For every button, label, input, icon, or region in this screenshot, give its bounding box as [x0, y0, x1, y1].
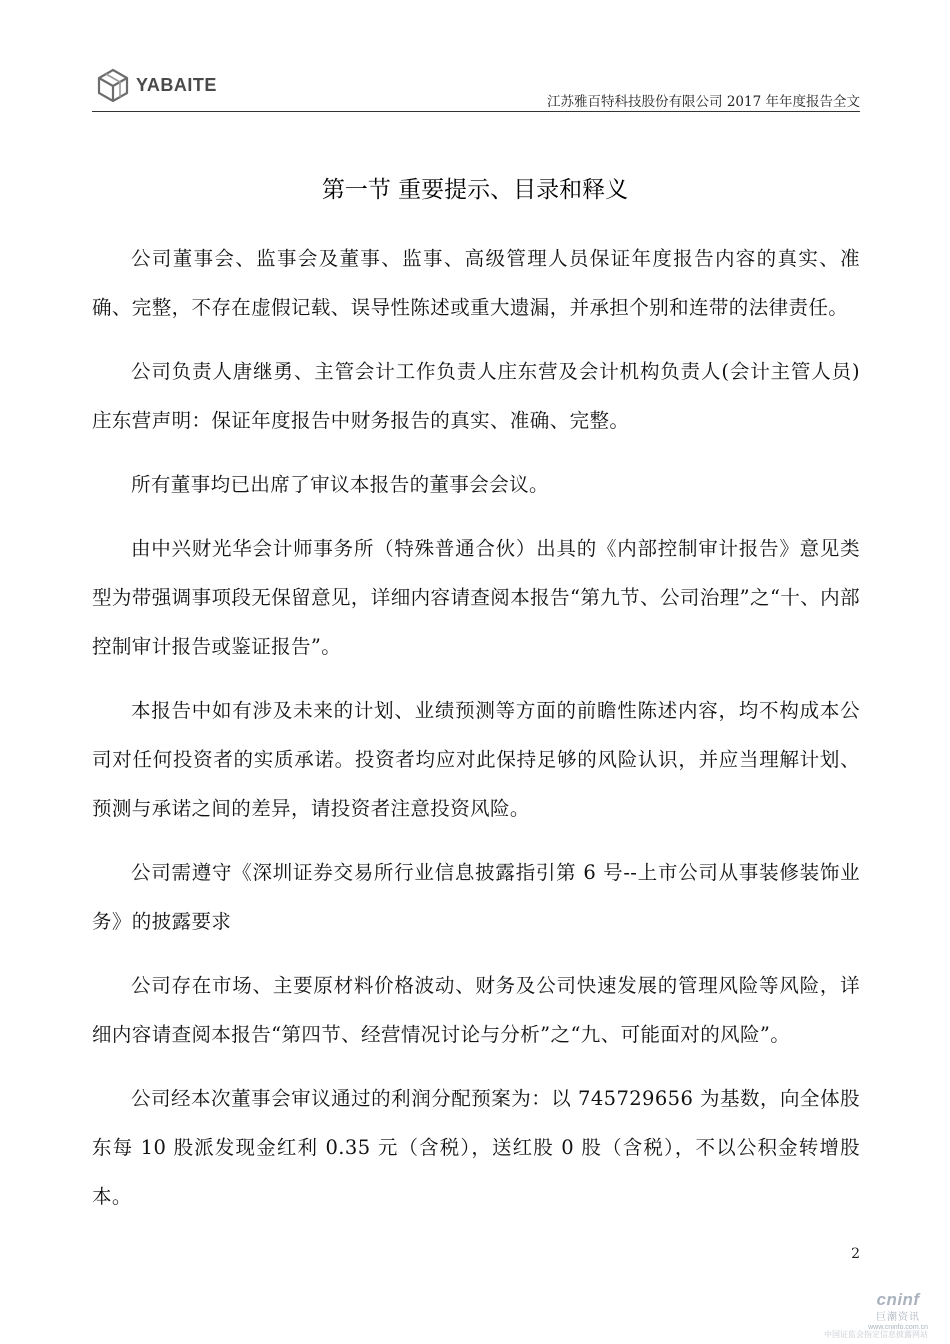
document-header-title: 江苏雅百特科技股份有限公司 2017 年年度报告全文 — [547, 94, 860, 110]
company-logo — [96, 68, 217, 102]
logo-text: YABAITE — [136, 74, 217, 95]
paragraph-risks: 公司存在市场、主要原材料价格波动、财务及公司快速发展的管理风险等风险，详细内容请查阅本报告“第四节、经营情况讨论与分析”之“九、可能面对的风险”。 — [92, 974, 860, 1046]
paragraph-audit-opinion: 由中兴财光华会计师事务所（特殊普通合伙）出具的《内部控制审计报告》意见类型为带强调事项段无保留意见，详细内容请查阅本报告“第九节、公司治理”之“十、内部控制审计报告或鉴证报告”。 — [92, 537, 860, 658]
watermark-subtitle: 巨潮资讯 — [876, 1312, 921, 1323]
document-body — [92, 234, 860, 1236]
paragraph-forward-looking: 本报告中如有涉及未来的计划、业绩预测等方面的前瞻性陈述内容，均不构成本公司对任何投资者的实质承诺。投资者均应对此保持足够的风险认识，并应当理解计划、预测与承诺之间的差异，请投资者注意投资风险。 — [92, 699, 860, 820]
paragraph-disclosure-guideline: 公司需遵守《深圳证券交易所行业信息披露指引第 6 号--上市公司从事装修装饰业务》的披露要求 — [92, 861, 860, 933]
header-divider — [92, 111, 860, 112]
cninfo-watermark — [868, 1290, 928, 1331]
page-number: 2 — [851, 1246, 860, 1262]
footer-text: 中国证监会指定信息披露网站 — [824, 1330, 928, 1339]
watermark-url: www.cninfo.com.cn — [868, 1324, 928, 1331]
logo-cube-icon — [96, 68, 130, 102]
paragraph-board-guarantee: 公司董事会、监事会及董事、监事、高级管理人员保证年度报告内容的真实、准确、完整，不存在虚假记载、误导性陈述或重大遗漏，并承担个别和连带的法律责任。 — [92, 247, 860, 319]
paragraph-profit-distribution: 公司经本次董事会审议通过的利润分配预案为：以 745729656 为基数，向全体股东每 10 股派发现金红利 0.35 元（含税），送红股 0 股（含税），不以公积金转增股本。 — [92, 1087, 860, 1208]
paragraph-responsible-persons: 公司负责人唐继勇、主管会计工作负责人庄东营及会计机构负责人(会计主管人员)庄东营声明：保证年度报告中财务报告的真实、准确、完整。 — [92, 360, 860, 432]
watermark-brand: cninf — [876, 1290, 920, 1309]
paragraph-attendance: 所有董事均已出席了审议本报告的董事会会议。 — [131, 473, 549, 496]
section-title: 第一节 重要提示、目录和释义 — [321, 177, 629, 204]
